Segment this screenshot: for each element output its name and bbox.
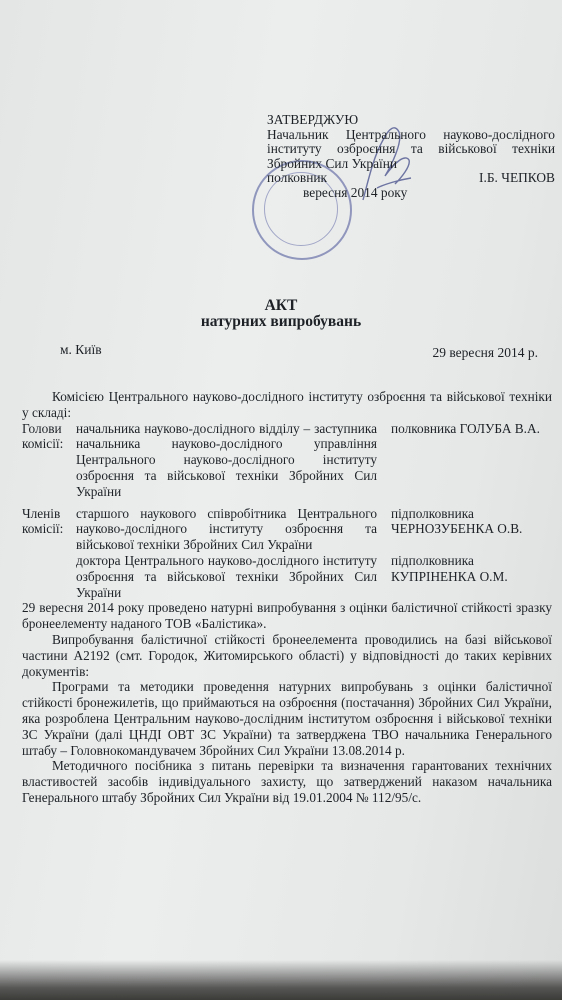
document-subtitle: натурних випробувань <box>200 313 362 330</box>
paragraph-methodology: Методичного посібника з питань перевірки та визначення гарантованих технічних властивостей засобів індивідуального захисту, що затверджений наказом начальника Генерального штабу Збройних Сил України від 19.01.2004 № 112/95/с. <box>22 758 552 805</box>
approval-heading: ЗАТВЕРДЖУЮ <box>267 112 359 127</box>
approval-signer-row <box>267 171 555 186</box>
member1-name: підполковника ЧЕРНОЗУБЕНКА О.В. <box>391 505 523 537</box>
member2-name: підполковника КУПРІНЕНКА О.М. <box>391 552 508 584</box>
members-label: Членів комісії: <box>22 505 64 537</box>
intro-paragraph: Комісією Центрального науково-дослідного інституту озброєння та військової техніки у складі: <box>22 389 552 420</box>
approval-rank: полковник <box>267 170 328 186</box>
paragraph-program: Програми та методики проведення натурних випробувань з оцінки балістичної стійкості бронежилетів, що приймаються на озброєння (постачання) Збройних Сил України, яка розроблена Центральним науково-дослідним інститутом озброєння і військової техніки ЗС України (далі ЦНДІ ОВТ ЗС України) та затверджена ТВО начальника Генерального штабу – Головнокомандувачем Збройних Сил України 13.08.2014 р. <box>22 679 552 758</box>
paragraph-test-location: Випробування балістичної стійкості бронеелемента проводились на базі військової частини А2192 (смт. Городок, Житомирського області) у відповідності до таких керівних документів: <box>22 631 552 679</box>
document-body <box>22 389 552 806</box>
member2-position: доктора Центрального науково-дослідного інституту озброєння та військової техніки Збройних Сил України <box>76 552 377 600</box>
document-date: 29 вересня 2014 р. <box>432 345 538 360</box>
paragraph-test-date: 29 вересня 2014 року проведено натурні випробування з оцінки балістичної стійкості зразку бронеелементу наданого ТОВ «Балістика». <box>22 600 552 632</box>
chair-label: Голови комісії: <box>22 420 64 452</box>
approval-date: вересня 2014 року <box>303 184 408 200</box>
approval-block <box>267 113 555 201</box>
document-place: м. Київ <box>60 342 102 357</box>
member1-position: старшого наукового співробітника Центрального науково-дослідного інституту озброєння та військової техніки Збройних Сил України <box>76 505 377 553</box>
document-title: АКТ <box>264 297 298 314</box>
approval-position: Начальник Центрального науково-дослідного інституту озброєння та військової техніки Збройних Сил України <box>267 126 555 171</box>
chair-position: начальника науково-дослідного відділу – заступника начальника науково-дослідного управління Центрального науково-дослідного інституту озброєння та військової техніки Збройних Сил України <box>76 420 377 499</box>
approval-name: І.Б. ЧЕПКОВ <box>479 170 555 186</box>
commission-table <box>22 421 552 601</box>
page-bottom-shadow <box>0 960 562 1000</box>
chair-name: полковника ГОЛУБА В.А. <box>391 420 540 436</box>
